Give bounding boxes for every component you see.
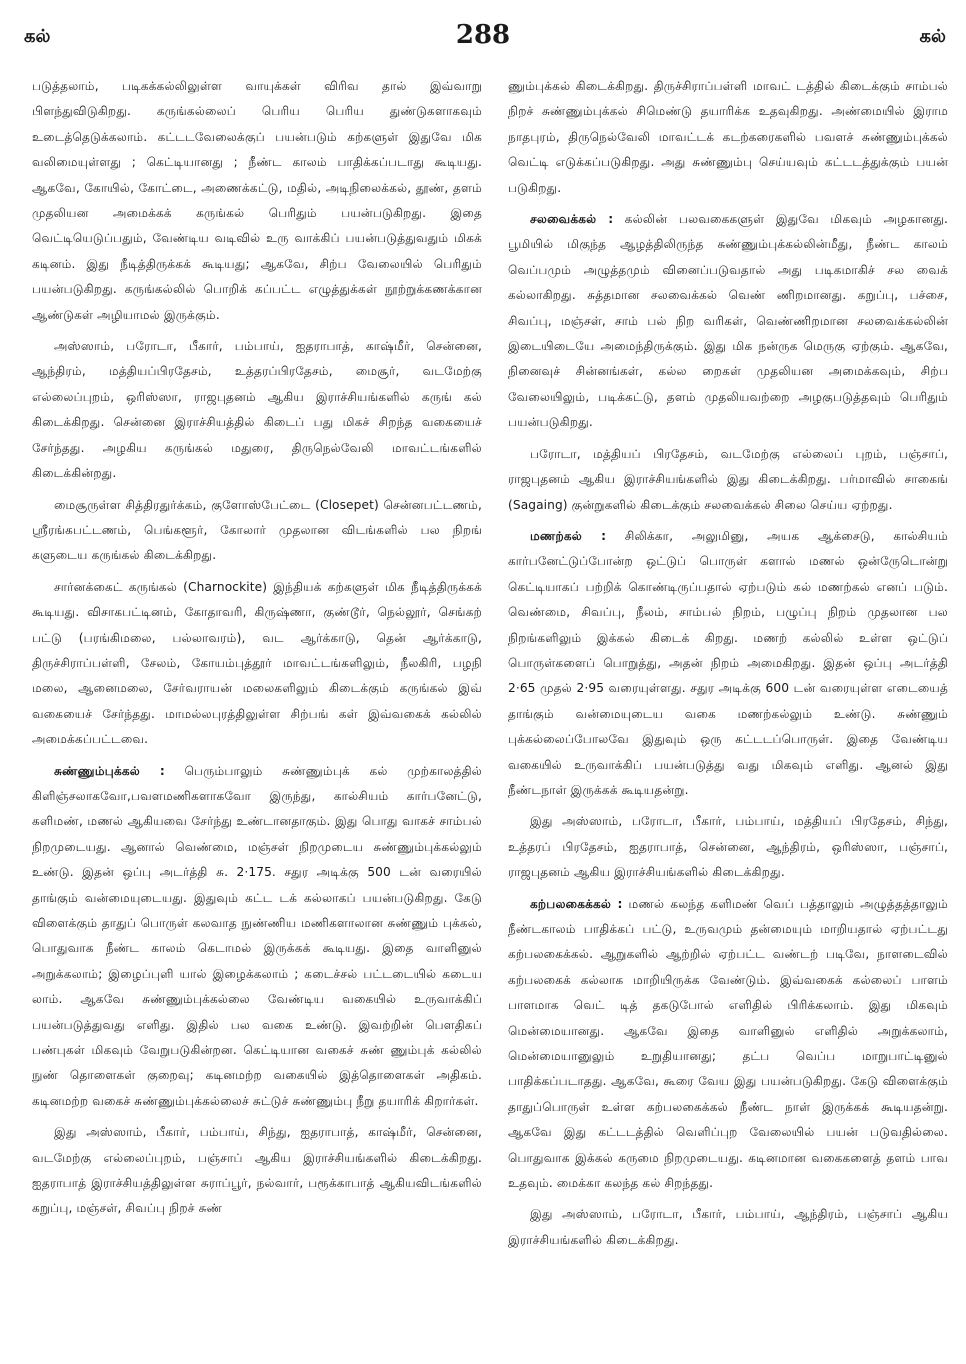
paragraph	[32, 759, 482, 1115]
paragraph	[508, 524, 948, 803]
paragraph	[32, 493, 482, 569]
paragraph-text: இது அஸ்ஸாம், பரோடா, பீகார், பம்பாய், மத்தியப் பிரதேசம், சிந்து, உத்தரப் பிரதேசம், ஐதராபாத், சென்னை, ஆந்திரம், ஒரிஸ்ஸா, பஞ்சாப், ராஜபுதனம் ஆகிய இராச்சியங்களில் கிடைக்கிறது.	[508, 814, 948, 880]
page-header	[0, 20, 966, 56]
paragraph-text: சார்னக்கைட் கருங்கல் (Charnockite) இந்தியக் கற்களுள் மிக நீடித்திருக்கக் கூடியது. விசாகபட்டினம், கோதாவரி, கிருஷ்ணா, குண்டூர், நெல்லூர், செங்கற் பட்டு (பரங்கிமலை, பல்லாவரம்), வட ஆர்க்காடு, தென் ஆர்க்காடு, திருச்சிராப்பள்ளி, சேலம், கோயம்புத்தூர் மாவட்டங்களிலும், நீலகிரி, பழநி மலை, ஆனைமலை, சேர்வராயன் மலைகளிலும் கிடைக்கும் கருங்கல் இவ் வகையைச் சேர்ந்தது. மாமல்லபுரத்திலுள்ள சிற்பங் கள் இவ்வகைக் கல்லில் அமைக்கப்பட்டவை.	[32, 579, 482, 747]
paragraph-text: அஸ்ஸாம், பரோடா, பீகார், பம்பாய், ஐதராபாத், காஷ்மீர், சென்னை, ஆந்திரம், மத்தியப்பிரதேசம், உத்தரப்பிரதேசம், மைசூர், வடமேற்கு எல்லைப்புறம், ஒரிஸ்ஸா, ராஜபுதனம் ஆகிய இராச்சியங்களில் கருங் கல் கிடைக்கிறது. சென்னை இராச்சியத்தில் கிடைப் பது மிகச் சிறந்த வகையைச் சேர்ந்தது. அழகிய கருங்கல் மதுரை, திருநெல்வேலி மாவட்டங்களில் கிடைக்கின்றது.	[32, 339, 482, 481]
left-column	[32, 74, 482, 1340]
paragraph-text: மணல் கலந்த களிமண் வெப் பத்தாலும் அழுத்தத்தாலும் நீண்டகாலம் பாதிக்கப் பட்டு, உருவமும் தன்மையும் மாறியதால் ஏற்பட்டது கற்பலகைக்கல். ஆறுகளில் ஆற்றில் ஏற்பட்ட வண்டற் படிவே, நாளடைவில் கற்பலகைக் கல்லாக மாறியிருக்க வேண்டும். இவ்வகைக் கல்லைப் பாளம் பாளமாக வெட் டித் தகடுபோல் எளிதில் பிரிக்கலாம். இது மிகவும் மென்மையானது. ஆகவே இதை வாளினுல் எளிதில் அறுக்கலாம், மென்மையானுலும் உறுதியானது; தட்ப வெப்ப மாறுபாட்டினுல் பாதிக்கப்படாதது. ஆகவே, கூரை வேய இது பயன்படுகிறது. கேடு விளைக்கும் தாதுப்பொருள் உள்ள கற்பலகைக்கல் நீண்ட நாள் இருக்கக் கூடியதன்று. ஆகவே இது கட்டடத்தில் வெளிப்புற வேலையில் பயன் படுவதில்லை. பொதுவாக இக்கல் கருமை நிறமுடையது. கடினமான வகைகளைத் தளம் பாவ உதவும். மைக்கா கலந்த கல் சிறந்தது.	[508, 896, 948, 1191]
section-heading: சலவைக்கல் :	[530, 212, 614, 227]
page-number: 288	[455, 20, 511, 50]
right-column	[508, 74, 948, 1340]
paragraph	[32, 1120, 482, 1222]
paragraph	[508, 1202, 948, 1253]
paragraph-text: படுத்தலாம், படிகக்கல்லிலுள்ள வாயுக்கள் விரிவ தால் இவ்வாறு பிளந்துவிடுகிறது. கருங்கல்லைப் பெரிய பெரிய துண்டுகளாகவும் உடைத்தெடுக்கலாம். கட்டடவேலைக்குப் பயன்படும் கற்களுள் இதுவே மிக வலிமையுள்ளது ; கெட்டியானது ; நீண்ட காலம் பாதிக்கப்படாது கூடியது. ஆகவே, கோயில், கோட்டை, அணைக்கட்டு, மதில், அடிநிலைக்கல், தூண், தளம் முதலியன அமைக்கக் கருங்கல் பெரிதும் பயன்படுகிறது. இதை வெட்டியெடுப்பதும், வேண்டிய வடிவில் உரு வாக்கிப் பயன்படுத்துவதும் மிகக் கடினம். இது நீடித்திருக்கக் கூடியது; ஆகவே, சிற்ப வேலையில் பெரிதும் பயன்படுகிறது. கருங்கல்லில் பொறிக் கப்பட்ட எழுத்துக்கள் நூற்றுக்கணக்கான ஆண்டுகள் அழியாமல் இருக்கும்.	[32, 79, 482, 322]
paragraph-text: இது அஸ்ஸாம், பீகார், பம்பாய், சிந்து, ஐதராபாத், காஷ்மீர், சென்னை, வடமேற்கு எல்லைப்புறம், பஞ்சாப் ஆகிய இராச்சியங்களில் கிடைக்கிறது. ஐதராபாத் இராச்சியத்திலுள்ள சுராப்பூர், நல்வார், பரூக்காபாத் ஆகியவிடங்களில் கறுப்பு, மஞ்சள், சிவப்பு நிறச் சுண்	[32, 1125, 482, 1216]
section-heading: மணற்கல் :	[530, 528, 607, 543]
paragraph-text: ணும்புக்கல் கிடைக்கிறது. திருச்சிராப்பள்ளி மாவட் டத்தில் கிடைக்கும் சாம்பல் நிறச் சுண்ணும்புக்கல் சிமெண்டு தயாரிக்க உதவுகிறது. அண்மையில் இராம நாதபுரம், திருநெல்வேலி மாவட்டக் கடற்கரைகளில் பவளச் சுண்ணும்புக்கல் வெட்டி எடுக்கப்படுகிறது. அது சுண்ணும்பு செய்யவும் கட்டடத்துக்கும் பயன் படுகிறது.	[508, 79, 948, 195]
section-heading: சுண்ணும்புக்கல் :	[54, 763, 165, 778]
running-head-right: கல்	[919, 26, 946, 47]
paragraph	[508, 442, 948, 518]
paragraph	[32, 575, 482, 753]
paragraph-text: இது அஸ்ஸாம், பரோடா, பீகார், பம்பாய், ஆந்திரம், பஞ்சாப் ஆகிய இராச்சியங்களில் கிடைக்கிறது.	[508, 1207, 948, 1247]
paragraph-text: பரோடா, மத்தியப் பிரதேசம், வடமேற்கு எல்லைப் புறம், பஞ்சாப், ராஜபுதனம் ஆகிய இராச்சியங்களில் இது கிடைக்கிறது. பர்மாவில் சாகைங் (Sagaing) குன்றுகளில் கிடைக்கும் சலவைக்கல் சிலை செய்ய ஏற்றது.	[508, 446, 948, 512]
paragraph	[508, 74, 948, 201]
paragraph	[508, 809, 948, 885]
paragraph	[32, 74, 482, 328]
paragraph-text: கல்லின் பலவகைகளுள் இதுவே மிகவும் அழகானது. பூமியில் மிகுந்த ஆழத்திலிருந்த சுண்ணும்புக்கல்லின்மீது, நீண்ட காலம் வெப்பமும் அழுத்தமும் வினைப்படுவதால் அது படிகமாகிச் சல வைக் கல்லாகிறது. சுத்தமான சலவைக்கல் வெண் ணிறமானது. கறுப்பு, பச்சை, சிவப்பு, மஞ்சள், சாம் பல் நிற வரிகள், வெண்ணிறமான சலவைக்கல்லின் இடையிடையே அமைந்திருக்கும். இது மிக நன்ருக மெருகு ஏற்கும். ஆகவே, நினைவுச் சின்னங்கள், கல்ல றைகள் முதலியன அமைக்கவும், சிற்ப வேலையிலும், படிக்கட்டு, தளம் முதலியவற்றை அழகுபடுத்தவும் பெரிதும் பயன்படுகிறது.	[508, 212, 948, 430]
paragraph-text: பெரும்பாலும் சுண்ணும்புக் கல் முற்காலத்தில் கிளிஞ்சலாகவோ,பவளமணிகளாகவோ இருந்து, கால்சியம் கார்பனேட்டு, களிமண், மணல் ஆகியவை சேர்ந்து உண்டானதாகும். இது பொது வாகச் சாம்பல் நிறமுடையது. ஆனால் வெண்மை, மஞ்சள் நிறமுடைய சுண்ணும்புக்கல்லும் உண்டு. இதன் ஒப்பு அடர்த்தி சு. 2·175. சதுர அடிக்கு 500 டன் வரையில் தாங்கும் வன்மையுடையது. இதுவும் கட்ட டக் கல்லாகப் பயன்படுகிறது. கேடு விளைக்கும் தாதுப் பொருள் கலவாத நுண்ணிய மணிகளாலான சுண்ணும் புக்கல், பொதுவாக நீண்ட காலம் கெடாமல் இருக்கக் கூடியது. இதை வாளினுல் அறுக்கலாம்; இழைப்புளி யால் இழைக்கலாம் ; கடைச்சல் பட்டடையில் கடைய லாம். ஆகவே சுண்ணும்புக்கல்லை வேண்டிய வகையில் உருவாக்கிப் பயன்படுத்துவது எளிது. இதில் பல வகை உண்டு. இவற்றின் பௌதிகப் பண்புகள் மிகவும் வேறுபடுகின்றன. கெட்டியான வகைச் சுண் ணும்புக் கல்லில் நுண் தொளைகள் குறைவு; கடினமற்ற வகையில் இத்தொளைகள் அதிகம். கடினமற்ற வகைச் சுண்ணும்புக்கல்லைச் சுட்டுச் சுண்ணும்பு நீறு தயாரிக் கிறார்கள்.	[32, 763, 482, 1108]
paragraph	[508, 207, 948, 436]
paragraph	[508, 892, 948, 1197]
paragraph-text: மைசூருள்ள சித்திரதுர்க்கம், குளோஸ்பேட்டை (Closepet) சென்னபட்டணம், ஸ்ரீரங்கபட்டணம், பெங்களூர், கோலார் முதலான விடங்களில் பல நிறங் களுடைய கருங்கல் கிடைக்கிறது.	[32, 497, 482, 563]
running-head-left: கல்	[24, 26, 51, 47]
section-heading: கற்பலகைக்கல் :	[530, 896, 623, 911]
paragraph	[32, 334, 482, 486]
paragraph-text: சிலிக்கா, அலுமினு, அயக ஆக்சைடு, கால்சியம் கார்பனேட்டுப்போன்ற ஒட்டுப் பொருள் களால் மணல் ஒன்ருேடொன்று கெட்டியாகப் பற்றிக் கொண்டிருப்பதால் ஏற்படும் கல் மணற்கல் எனப் படும். வெண்மை, சிவப்பு, நீலம், சாம்பல் நிறம், பழுப்பு நிறம் முதலான பல நிறங்களிலும் இக்கல் கிடைக் கிறது. மணற் கல்லில் உள்ள ஒட்டுப் பொருள்களைப் பொறுத்து, அதன் நிறம் அமைகிறது. இதன் ஒப்பு அடர்த்தி 2·65 முதல் 2·95 வரையுள்ளது. சதுர அடிக்கு 600 டன் வரையுள்ள எடையைத் தாங்கும் வன்மையுடைய வகை மணற்கல்லும் உண்டு. சுண்ணும் புக்கல்லைப்போலவே இதுவும் ஒரு கட்டடப்பொருள். இதை வேண்டிய வகையில் உருவாக்கிப் பயன்படுத்து வது மிகவும் எளிது. ஆனல் இது நீண்டநாள் இருக்கக் கூடியதன்று.	[508, 528, 948, 797]
